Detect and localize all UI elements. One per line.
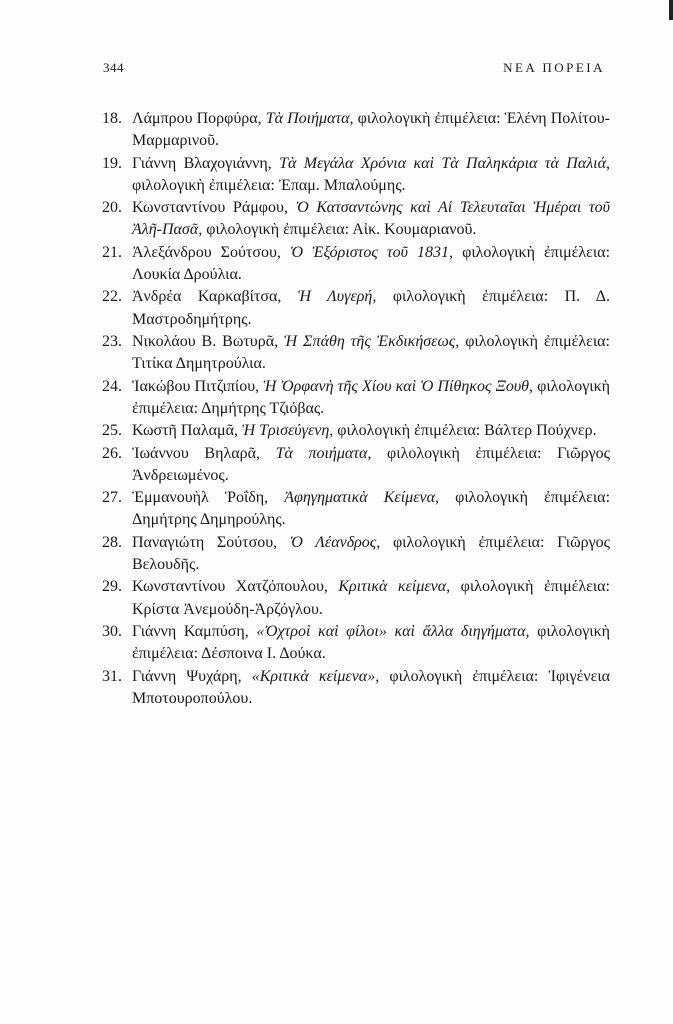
- author: Γιάννη Καμπύση,: [132, 622, 257, 640]
- work-title: Ὁ Ἐξόριστος τοῦ 1831,: [289, 243, 454, 261]
- editor-note: φιλολογικὴ ἐπιμέλεια: Γιῶργος Βελουδῆς.: [132, 533, 610, 573]
- editor-note: φιλολογικὴ ἐπιμέλεια: Δημήτρης Δημηρούλης.: [132, 489, 611, 529]
- item-text: [132, 420, 610, 442]
- editor-note: φιλολογικὴ ἐπιμέλεια: Λουκία Δρούλια.: [132, 243, 611, 283]
- item-text: [132, 197, 610, 241]
- page-edge-mark: [669, 0, 673, 20]
- item-number: 18.: [102, 110, 122, 127]
- editor-note: φιλολογικὴ ἐπιμέλεια: Π. Δ. Μαστροδημήτρης.: [132, 288, 610, 328]
- list-item: [102, 197, 610, 241]
- author: Λάμπρου Πορφύρα,: [132, 110, 266, 127]
- item-text: [132, 331, 610, 375]
- item-text: [132, 443, 610, 487]
- editor-note: φιλολογικὴ ἐπιμέλεια: Ἰφιγένεια Μποτουροπούλου.: [132, 667, 611, 707]
- list-item: [102, 286, 610, 330]
- item-number: 24.: [102, 377, 122, 395]
- editor-note: φιλολογικὴ ἐπιμέλεια: Τιτίκα Δημητρούλια.: [132, 332, 610, 373]
- list-item: [102, 331, 610, 375]
- author: Ἀλεξάνδρου Σούτσου,: [132, 243, 290, 261]
- list-item: [102, 420, 610, 442]
- list-item: [102, 443, 610, 487]
- item-text: [132, 376, 610, 420]
- list-item: [102, 487, 610, 531]
- work-title: Ἡ Τρισεύγενη,: [241, 422, 334, 440]
- work-title: «Ὀχτροὶ καὶ φίλοι» καὶ ἄλλα διηγήματα,: [256, 622, 530, 640]
- item-number: 26.: [102, 444, 122, 462]
- editor-note: φιλολογικὴ ἐπιμέλεια: Δημήτρης Τζιόβας.: [132, 377, 610, 417]
- list-item: [102, 153, 610, 197]
- author: Ἰωάννου Βηλαρᾶ,: [132, 444, 276, 462]
- item-number: 23.: [102, 332, 122, 350]
- work-title: Κριτικὰ κείμενα,: [338, 578, 451, 596]
- item-number: 25.: [102, 422, 122, 440]
- list-item: [102, 576, 610, 620]
- author: Νικολάου Β. Βωτυρᾶ,: [132, 332, 284, 350]
- item-text: [132, 532, 610, 576]
- item-number: 28.: [102, 533, 122, 551]
- item-number: 20.: [102, 199, 122, 217]
- item-text: [132, 153, 610, 197]
- editor-note: φιλολογικὴ ἐπιμέλεια: Κρίστα Ἀνεμούδη-Ἀρζόγλου.: [132, 578, 610, 618]
- author: Κωνσταντίνου Ράμφου,: [132, 199, 296, 217]
- work-title: Ἡ Λυγερή,: [297, 288, 377, 306]
- editor-note: φιλολογικὴ ἐπιμέλεια: Δέσποινα Ι. Δούκα.: [132, 622, 611, 663]
- item-text: [132, 286, 610, 330]
- running-head: ΝΕΑ ΠΟΡΕΙΑ: [503, 60, 605, 75]
- list-item: [102, 621, 610, 665]
- author: Κωνσταντίνου Χατζόπουλου,: [132, 578, 339, 596]
- work-title: Ἀφηγηματικὰ Κείμενα,: [284, 489, 440, 507]
- item-number: 21.: [102, 243, 122, 261]
- item-text: [132, 242, 610, 286]
- editor-note: φιλολογικὴ ἐπιμέλεια: Βάλτερ Πούχνερ.: [333, 422, 597, 440]
- work-title: Τὰ Ποιήματα,: [265, 110, 354, 127]
- work-title: «Κριτικὰ κείμενα»,: [251, 667, 380, 685]
- item-text: [132, 576, 610, 620]
- item-number: 22.: [102, 288, 122, 306]
- page-number: 344: [103, 60, 124, 75]
- list-item: [102, 108, 610, 152]
- work-title: Τὰ Μεγάλα Χρόνια καὶ Τὰ Παληκάρια τὰ Παλιά,: [279, 154, 610, 172]
- work-title: Τὰ ποιήματα,: [275, 444, 372, 462]
- series-list: [102, 108, 610, 710]
- editor-note: φιλολογικὴ ἐπιμέλεια: Γιῶργος Ἀνδρειωμένος.: [132, 444, 611, 484]
- author: Παναγιώτη Σούτσου,: [132, 533, 290, 551]
- item-text: [132, 666, 610, 710]
- author: Γιάννη Ψυχάρη,: [132, 667, 252, 685]
- author: Ἐμμανουὴλ Ῥοΐδη,: [132, 489, 285, 507]
- list-item: [102, 666, 610, 710]
- list-item: [102, 376, 610, 420]
- list-item: [102, 242, 610, 286]
- author: Ἀνδρέα Καρκαβίτσα,: [132, 288, 298, 306]
- author: Κωστῆ Παλαμᾶ,: [132, 422, 242, 440]
- item-number: 30.: [102, 622, 122, 640]
- work-title: Ὁ Λέανδρος,: [289, 533, 381, 551]
- editor-note: φιλολογικὴ ἐπιμέλεια: Αἰκ. Κουμαριανοῦ.: [202, 221, 477, 239]
- item-text: [132, 621, 610, 665]
- list-item: [102, 532, 610, 576]
- editor-note: φιλολογικὴ ἐπιμέλεια: Ἑλένη Πολίτου-Μαρμαρινοῦ.: [132, 110, 610, 150]
- item-number: 31.: [102, 667, 122, 685]
- editor-note: φιλολογικὴ ἐπιμέλεια: Ἐπαμ. Μπαλούμης.: [132, 176, 406, 194]
- item-number: 29.: [102, 578, 122, 596]
- item-number: 19.: [102, 154, 122, 172]
- item-text: [132, 108, 610, 152]
- work-title: Ἡ Ὀρφανὴ τῆς Χίου καὶ Ὁ Πίθηκος Ξουθ,: [263, 377, 534, 395]
- work-title: Ὁ Κατσαντώνης καὶ Αἱ Τελευταῖαι Ἡμέραι τοῦ Ἀλῆ-Πασᾶ,: [132, 199, 610, 239]
- author: Ἰακώβου Πιτζιπίου,: [132, 377, 264, 395]
- work-title: Ἡ Σπάθη τῆς Ἐκδικήσεως,: [284, 332, 460, 350]
- item-number: 27.: [102, 489, 122, 507]
- item-text: [132, 487, 610, 531]
- author: Γιάννη Βλαχογιάννη,: [132, 154, 280, 172]
